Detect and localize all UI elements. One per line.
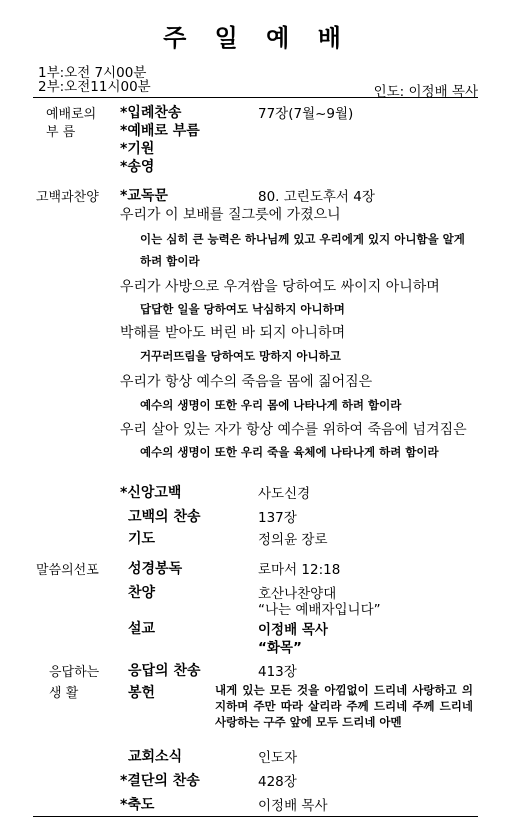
- section-label-word: 말씀의선포: [36, 563, 99, 578]
- responsive-leader-line: 박해를 받아도 버린 바 되지 아니하며: [120, 325, 346, 341]
- closing-hymn-value: 428장: [258, 774, 297, 790]
- announcements-value: 인도자: [258, 750, 298, 766]
- responsive-people-line: 예수의 생명이 또한 우리 몸에 나타나게 하려 함이라: [140, 398, 402, 412]
- preacher-name: 이정배 목사: [258, 622, 328, 638]
- sermon-label: 설교: [128, 621, 156, 637]
- section-label-response-2: 생 활: [49, 686, 79, 701]
- section-label-call-2: 부 름: [46, 125, 76, 140]
- scripture-label: 성경봉독: [128, 561, 183, 577]
- responsive-people-line: 거꾸러뜨림을 당하여도 망하지 아니하고: [140, 349, 341, 363]
- call-to-worship-label: *예배로 부름: [120, 123, 200, 139]
- offering-label: 봉헌: [128, 685, 156, 701]
- responsive-people-line: 하려 함이라: [140, 254, 200, 268]
- response-hymn-label: 응답의 찬송: [128, 663, 201, 679]
- opening-hymn-label: *입례찬송: [120, 105, 182, 121]
- announcements-label: 교회소식: [128, 749, 183, 765]
- choir-name: 호산나찬양대: [258, 586, 337, 602]
- doxology-label: *송영: [120, 159, 155, 175]
- responsive-people-line: 예수의 생명이 또한 우리 죽을 육체에 나타나게 하려 함이라: [140, 445, 439, 459]
- page-title: 주 일 예 배: [163, 24, 351, 52]
- section-label-confession: 고백과찬양: [36, 190, 99, 205]
- section-label-call-1: 예배로의: [46, 107, 97, 122]
- benediction-label: *축도: [120, 797, 155, 813]
- scripture-value: 로마서 12:18: [258, 562, 341, 578]
- responsive-leader-line: 우리가 항상 예수의 죽음을 몸에 짊어짐은: [120, 374, 373, 390]
- prayer-value: 정의윤 장로: [258, 532, 328, 548]
- bottom-divider: [33, 816, 478, 817]
- service-time-1: 1부:오전 7시00분: [38, 65, 147, 81]
- opening-hymn-value: 77장(7월~9월): [258, 106, 354, 122]
- closing-hymn-label: *결단의 찬송: [120, 773, 200, 789]
- confession-hymn-value: 137장: [258, 510, 297, 526]
- reading-label: *교독문: [120, 188, 168, 204]
- worship-leader: 인도: 이정배 목사: [373, 84, 478, 100]
- invocation-label: *기원: [120, 141, 155, 157]
- responsive-leader-line: 우리가 이 보배를 질그릇에 가졌으니: [120, 207, 341, 223]
- anthem-title: “나는 예배자입니다”: [258, 602, 381, 618]
- responsive-people-line: 이는 심히 큰 능력은 하나님께 있고 우리에게 있지 아니함을 알게: [140, 232, 465, 246]
- reading-value: 80. 고린도후서 4장: [258, 189, 375, 205]
- service-time-2: 2부:오전11시00분: [38, 79, 151, 95]
- sermon-title: “화목”: [258, 640, 302, 656]
- creed-value: 사도신경: [258, 486, 311, 502]
- section-label-response-1: 응답하는: [49, 665, 100, 680]
- confession-hymn-label: 고백의 찬송: [128, 509, 201, 525]
- responsive-leader-line: 우리가 사방으로 우겨쌈을 당하여도 싸이지 아니하며: [120, 279, 440, 295]
- top-divider: [33, 97, 478, 98]
- offering-text: 내게 있는 모든 것을 아낌없이 드리네 사랑하고 의지하며 주만 따라 살리라 주께 드리네 주께 드리네 사랑하는 구주 앞에 모두 드리네 아멘: [215, 683, 473, 729]
- benediction-value: 이정배 목사: [258, 798, 328, 814]
- responsive-people-line: 답답한 일을 당하여도 낙심하지 아니하며: [140, 302, 345, 316]
- prayer-label: 기도: [128, 531, 156, 547]
- anthem-label: 찬양: [128, 585, 156, 601]
- responsive-leader-line: 우리 살아 있는 자가 항상 예수를 위하여 죽음에 넘겨짐은: [120, 422, 467, 438]
- creed-label: *신앙고백: [120, 485, 182, 501]
- response-hymn-value: 413장: [258, 664, 297, 680]
